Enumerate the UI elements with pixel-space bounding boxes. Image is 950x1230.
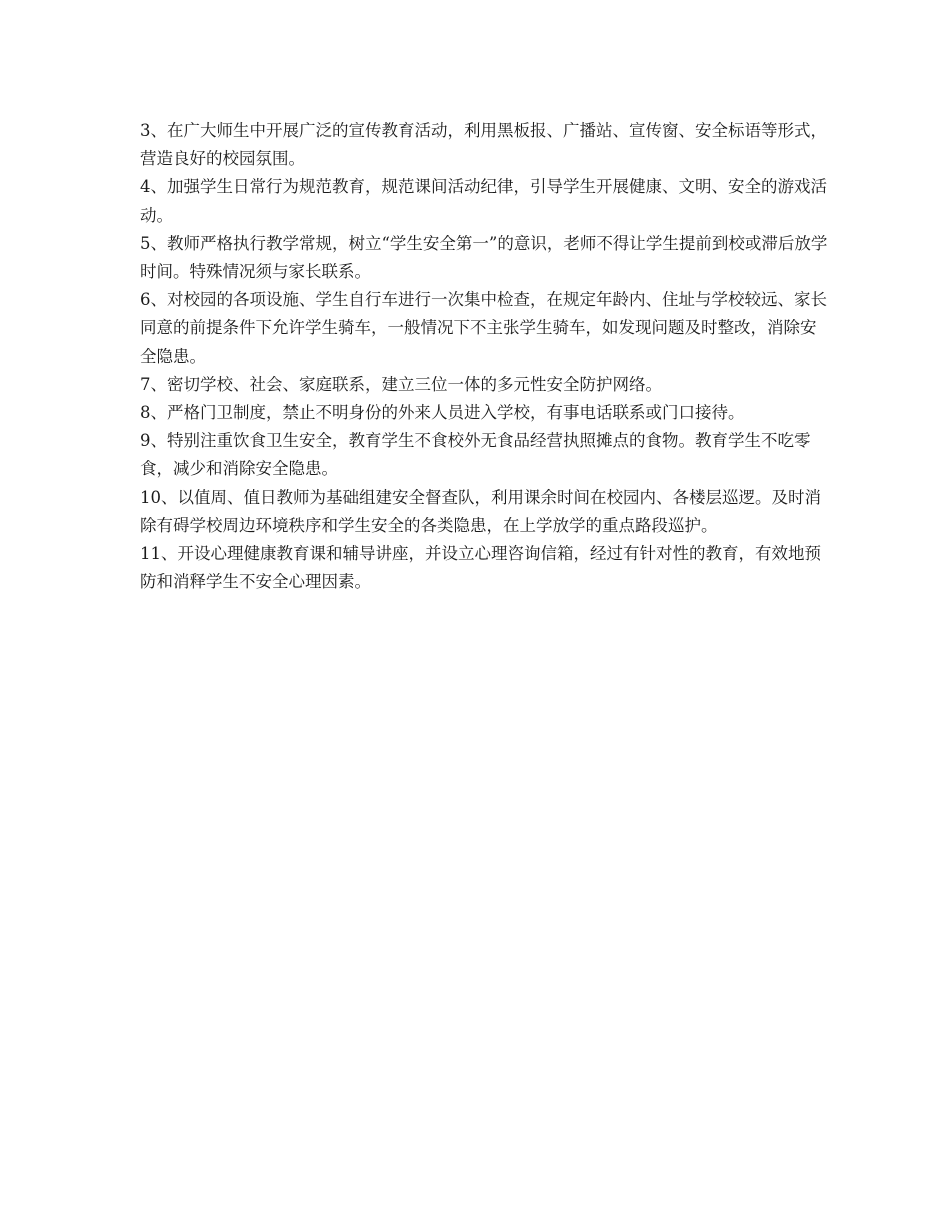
paragraph-item-11: 11、开设心理健康教育课和辅导讲座，并设立心理咨询信箱，经过有针对性的教育，有效地预防和消释学生不安全心理因素。 [140, 544, 821, 592]
paragraph-item-3: 3、在广大师生中开展广泛的宣传教育活动，利用黑板报、广播站、宣传窗、安全标语等形式，营造良好的校园氛围。 [140, 121, 827, 169]
document-body [140, 117, 830, 596]
paragraph-item-5: 5、教师严格执行教学常规，树立“学生安全第一”的意识，老师不得让学生提前到校或滞后放学时间。特殊情况须与家长联系。 [140, 233, 828, 282]
paragraph-item-6: 6、对校园的各项设施、学生自行车进行一次集中检查，在规定年龄内、住址与学校较远、家长同意的前提条件下允许学生骑车，一般情况下不主张学生骑车，如发现问题及时整改，消除安全隐患。 [140, 290, 827, 366]
paragraph-item-7: 7、密切学校、社会、家庭联系，建立三位一体的多元性安全防护网络。 [140, 374, 662, 394]
paragraph-item-8: 8、严格门卫制度，禁止不明身份的外来人员进入学校，有事电话联系或门口接待。 [140, 403, 745, 423]
paragraph-item-10: 10、以值周、值日教师为基础组建安全督查队，利用课余时间在校园内、各楼层巡逻。及时消除有碍学校周边环境秩序和学生安全的各类隐患，在上学放学的重点路段巡护。 [140, 487, 821, 535]
paragraph-item-4: 4、加强学生日常行为规范教育，规范课间活动纪律，引导学生开展健康、文明、安全的游戏活动。 [140, 177, 827, 225]
paragraph-item-9: 9、特别注重饮食卫生安全，教育学生不食校外无食品经营执照摊点的食物。教育学生不吃零食，减少和消除安全隐患。 [140, 431, 811, 479]
